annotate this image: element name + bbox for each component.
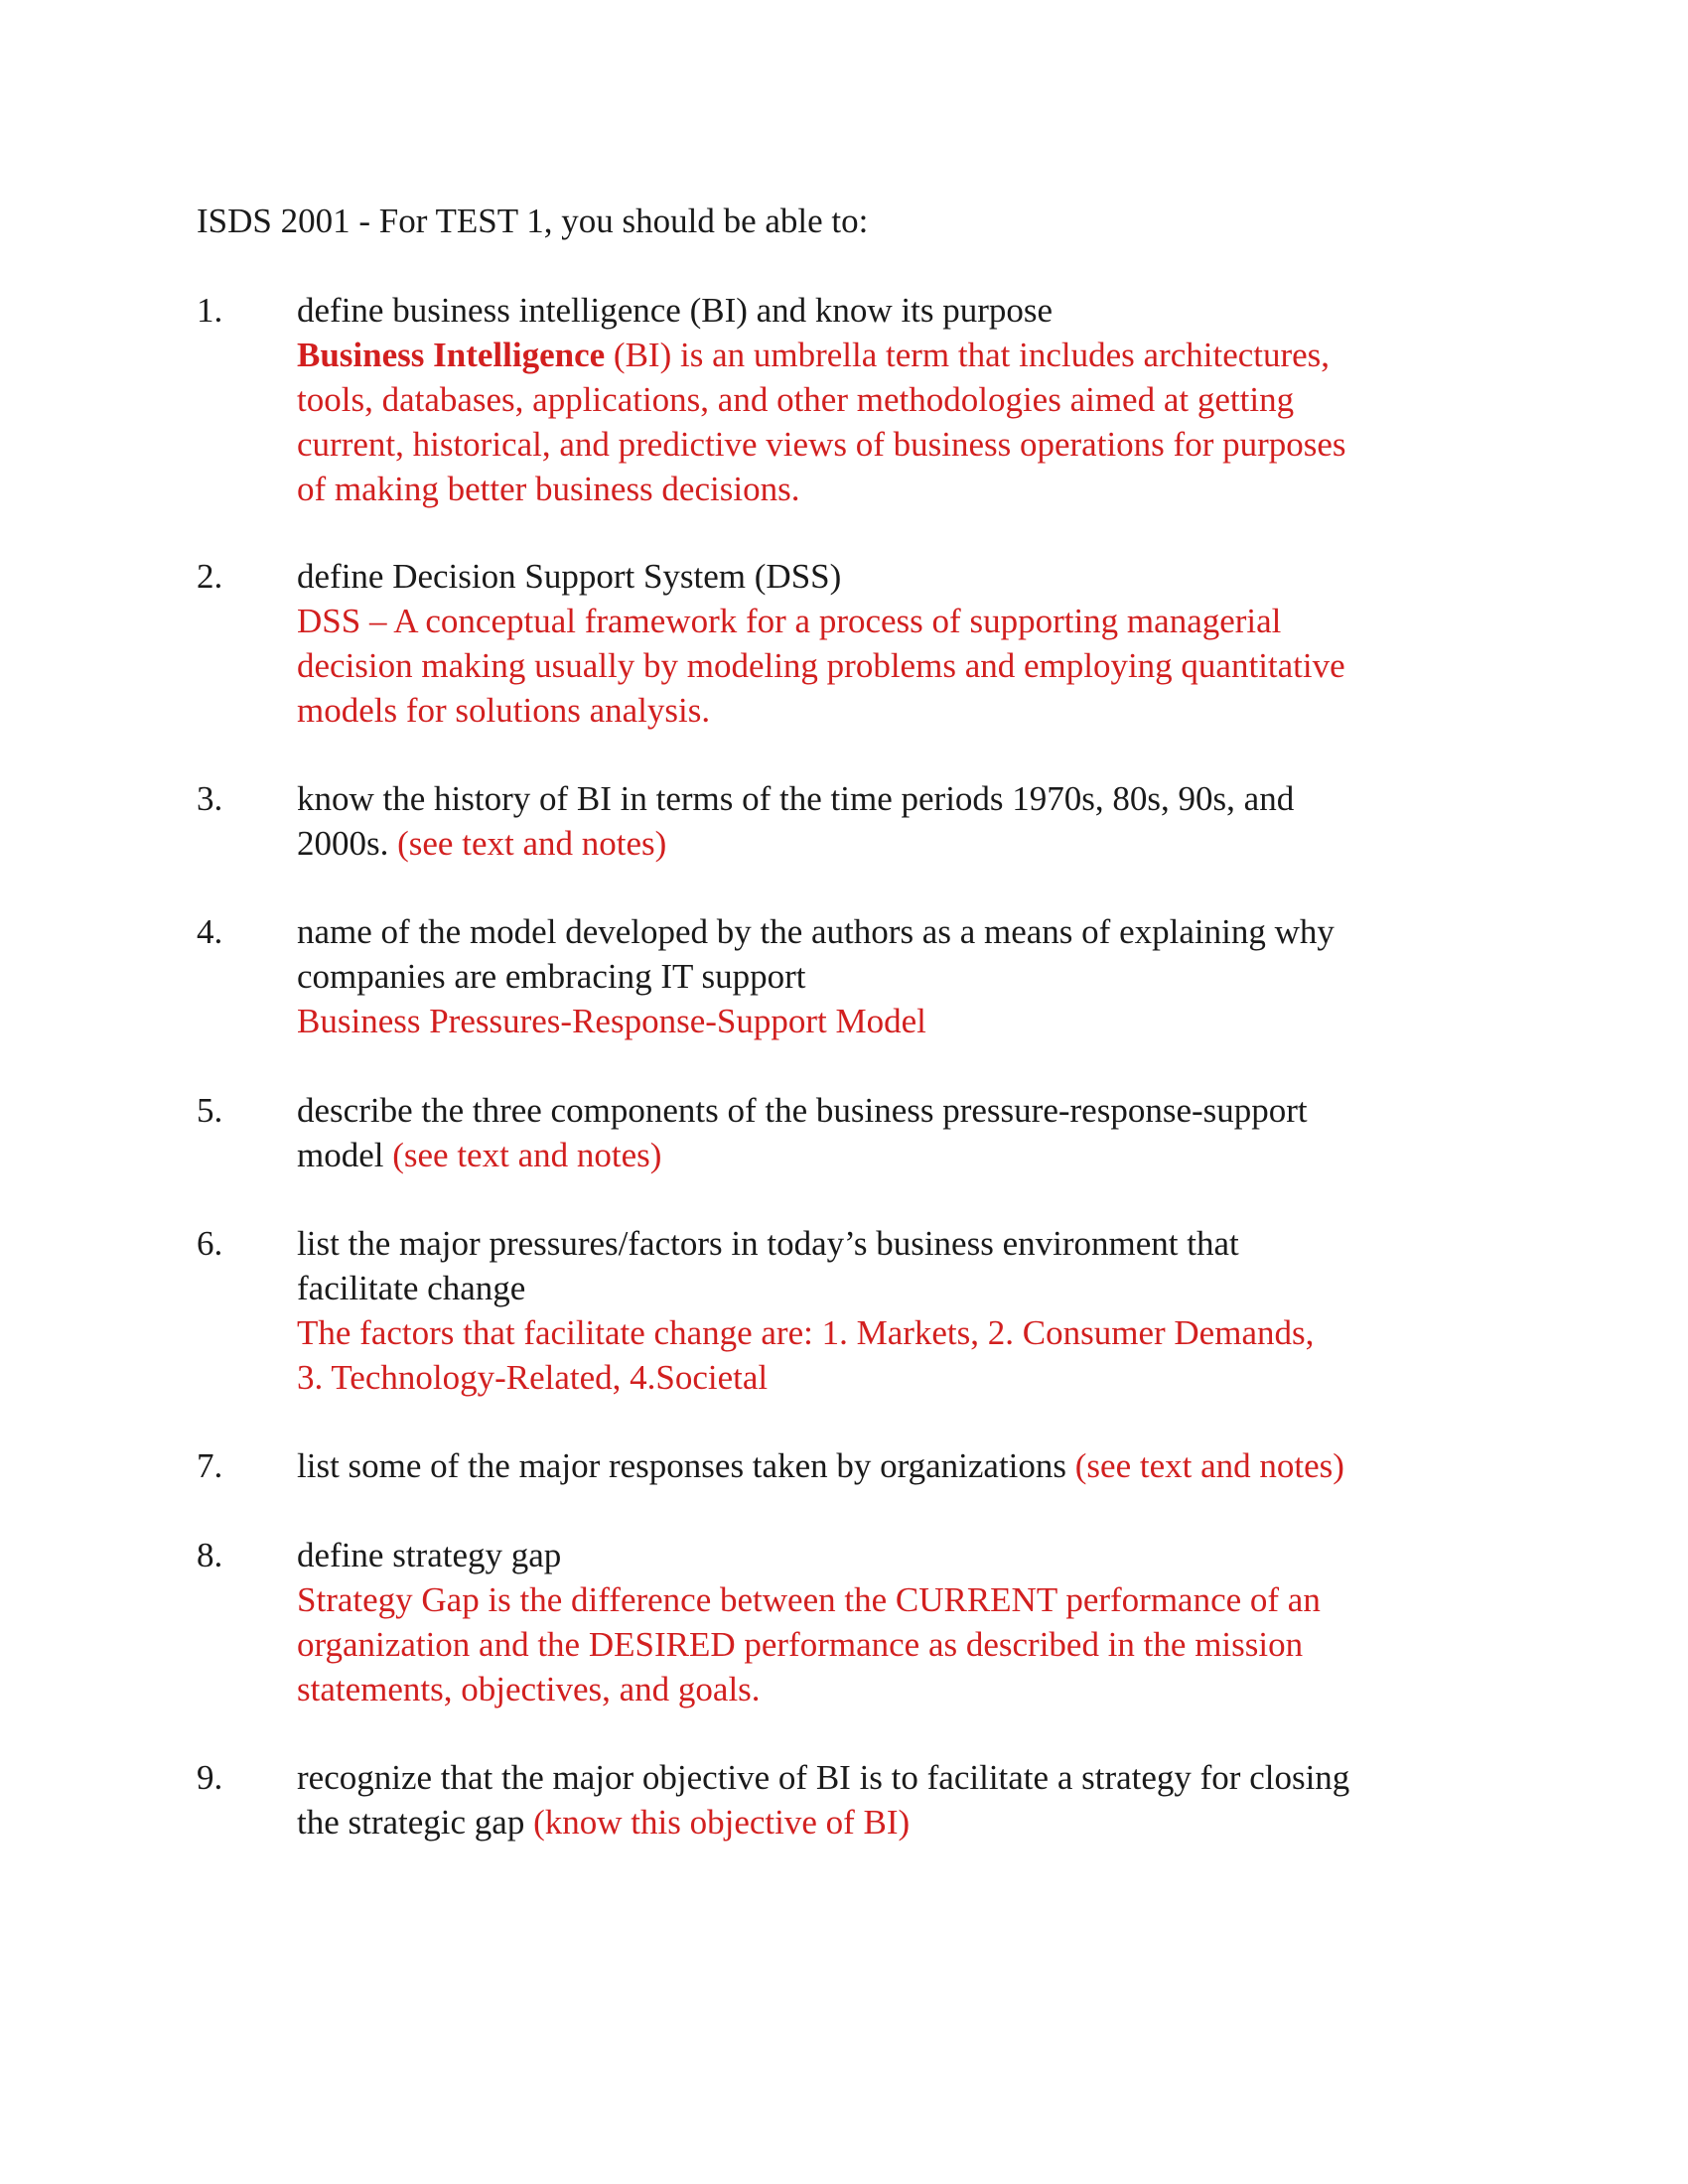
item-question-text: model	[297, 1136, 393, 1174]
item-answer-line: Strategy Gap is the difference between the CURRENT performance of an	[297, 1580, 1321, 1619]
item-question-line	[297, 1800, 1488, 1844]
item-answer-line: Business Pressures-Response-Support Model	[297, 1002, 926, 1040]
item-question: know the history of BI in terms of the time periods 1970s, 80s, 90s, and	[297, 779, 1295, 818]
item-question: define business intelligence (BI) and know its purpose	[297, 291, 1054, 330]
item-number: 9.	[197, 1758, 223, 1797]
item-question: companies are embracing IT support	[297, 957, 806, 996]
item-number: 6.	[197, 1224, 223, 1263]
page-heading: ISDS 2001 - For TEST 1, you should be able to:	[197, 202, 869, 240]
item-number: 4.	[197, 912, 223, 951]
item-question: recognize that the major objective of BI is to facilitate a strategy for closing	[297, 1758, 1350, 1797]
item-question-line	[297, 1133, 1488, 1177]
item-content	[297, 1443, 1488, 1488]
item-content	[297, 1533, 1488, 1711]
item-note: (see text and notes)	[392, 1136, 662, 1174]
item-number: 1.	[197, 291, 223, 330]
item-question: facilitate change	[297, 1269, 526, 1307]
item-number: 5.	[197, 1091, 223, 1130]
item-question: define Decision Support System (DSS)	[297, 557, 842, 596]
item-answer-line: organization and the DESIRED performance as described in the mission	[297, 1625, 1304, 1664]
item-number: 7.	[197, 1446, 223, 1485]
item-question-text: 2000s.	[297, 824, 398, 863]
item-answer-line: statements, objectives, and goals.	[297, 1670, 761, 1708]
item-question-text: list some of the major responses taken by organizations	[297, 1446, 1075, 1485]
item-content	[297, 776, 1488, 866]
item-question: name of the model developed by the authors as a means of explaining why	[297, 912, 1335, 951]
item-answer-line: tools, databases, applications, and other methodologies aimed at getting	[297, 380, 1295, 419]
item-answer-line: current, historical, and predictive views of business operations for purposes	[297, 425, 1346, 464]
item-number: 8.	[197, 1536, 223, 1574]
item-question-line	[297, 1443, 1488, 1488]
item-content	[297, 1088, 1488, 1177]
item-number: 3.	[197, 779, 223, 818]
item-content	[297, 1221, 1488, 1400]
item-question-line	[297, 821, 1488, 866]
item-question-text: the strategic gap	[297, 1803, 534, 1842]
item-note: (know this objective of BI)	[533, 1803, 911, 1842]
item-answer-line: The factors that facilitate change are: 1. Markets, 2. Consumer Demands,	[297, 1313, 1315, 1352]
item-content	[297, 554, 1488, 733]
item-question: describe the three components of the business pressure-response-support	[297, 1091, 1308, 1130]
item-content	[297, 909, 1488, 1043]
item-number: 2.	[197, 557, 223, 596]
answer-text: (BI) is an umbrella term that includes architectures,	[605, 336, 1331, 374]
item-answer-line: decision making usually by modeling problems and employing quantitative	[297, 646, 1345, 685]
answer-term: Business Intelligence	[297, 336, 606, 374]
item-content	[297, 288, 1488, 511]
item-note: (see text and notes)	[1074, 1446, 1344, 1485]
item-question: list the major pressures/factors in today’s business environment that	[297, 1224, 1239, 1263]
item-question: define strategy gap	[297, 1536, 562, 1574]
item-answer-line	[297, 333, 1488, 377]
item-answer-line: 3. Technology-Related, 4.Societal	[297, 1358, 769, 1397]
item-content	[297, 1755, 1488, 1844]
item-answer-line: models for solutions analysis.	[297, 691, 711, 730]
item-answer-line: DSS – A conceptual framework for a process of supporting managerial	[297, 602, 1282, 640]
item-answer-line: of making better business decisions.	[297, 470, 800, 508]
item-note: (see text and notes)	[397, 824, 667, 863]
